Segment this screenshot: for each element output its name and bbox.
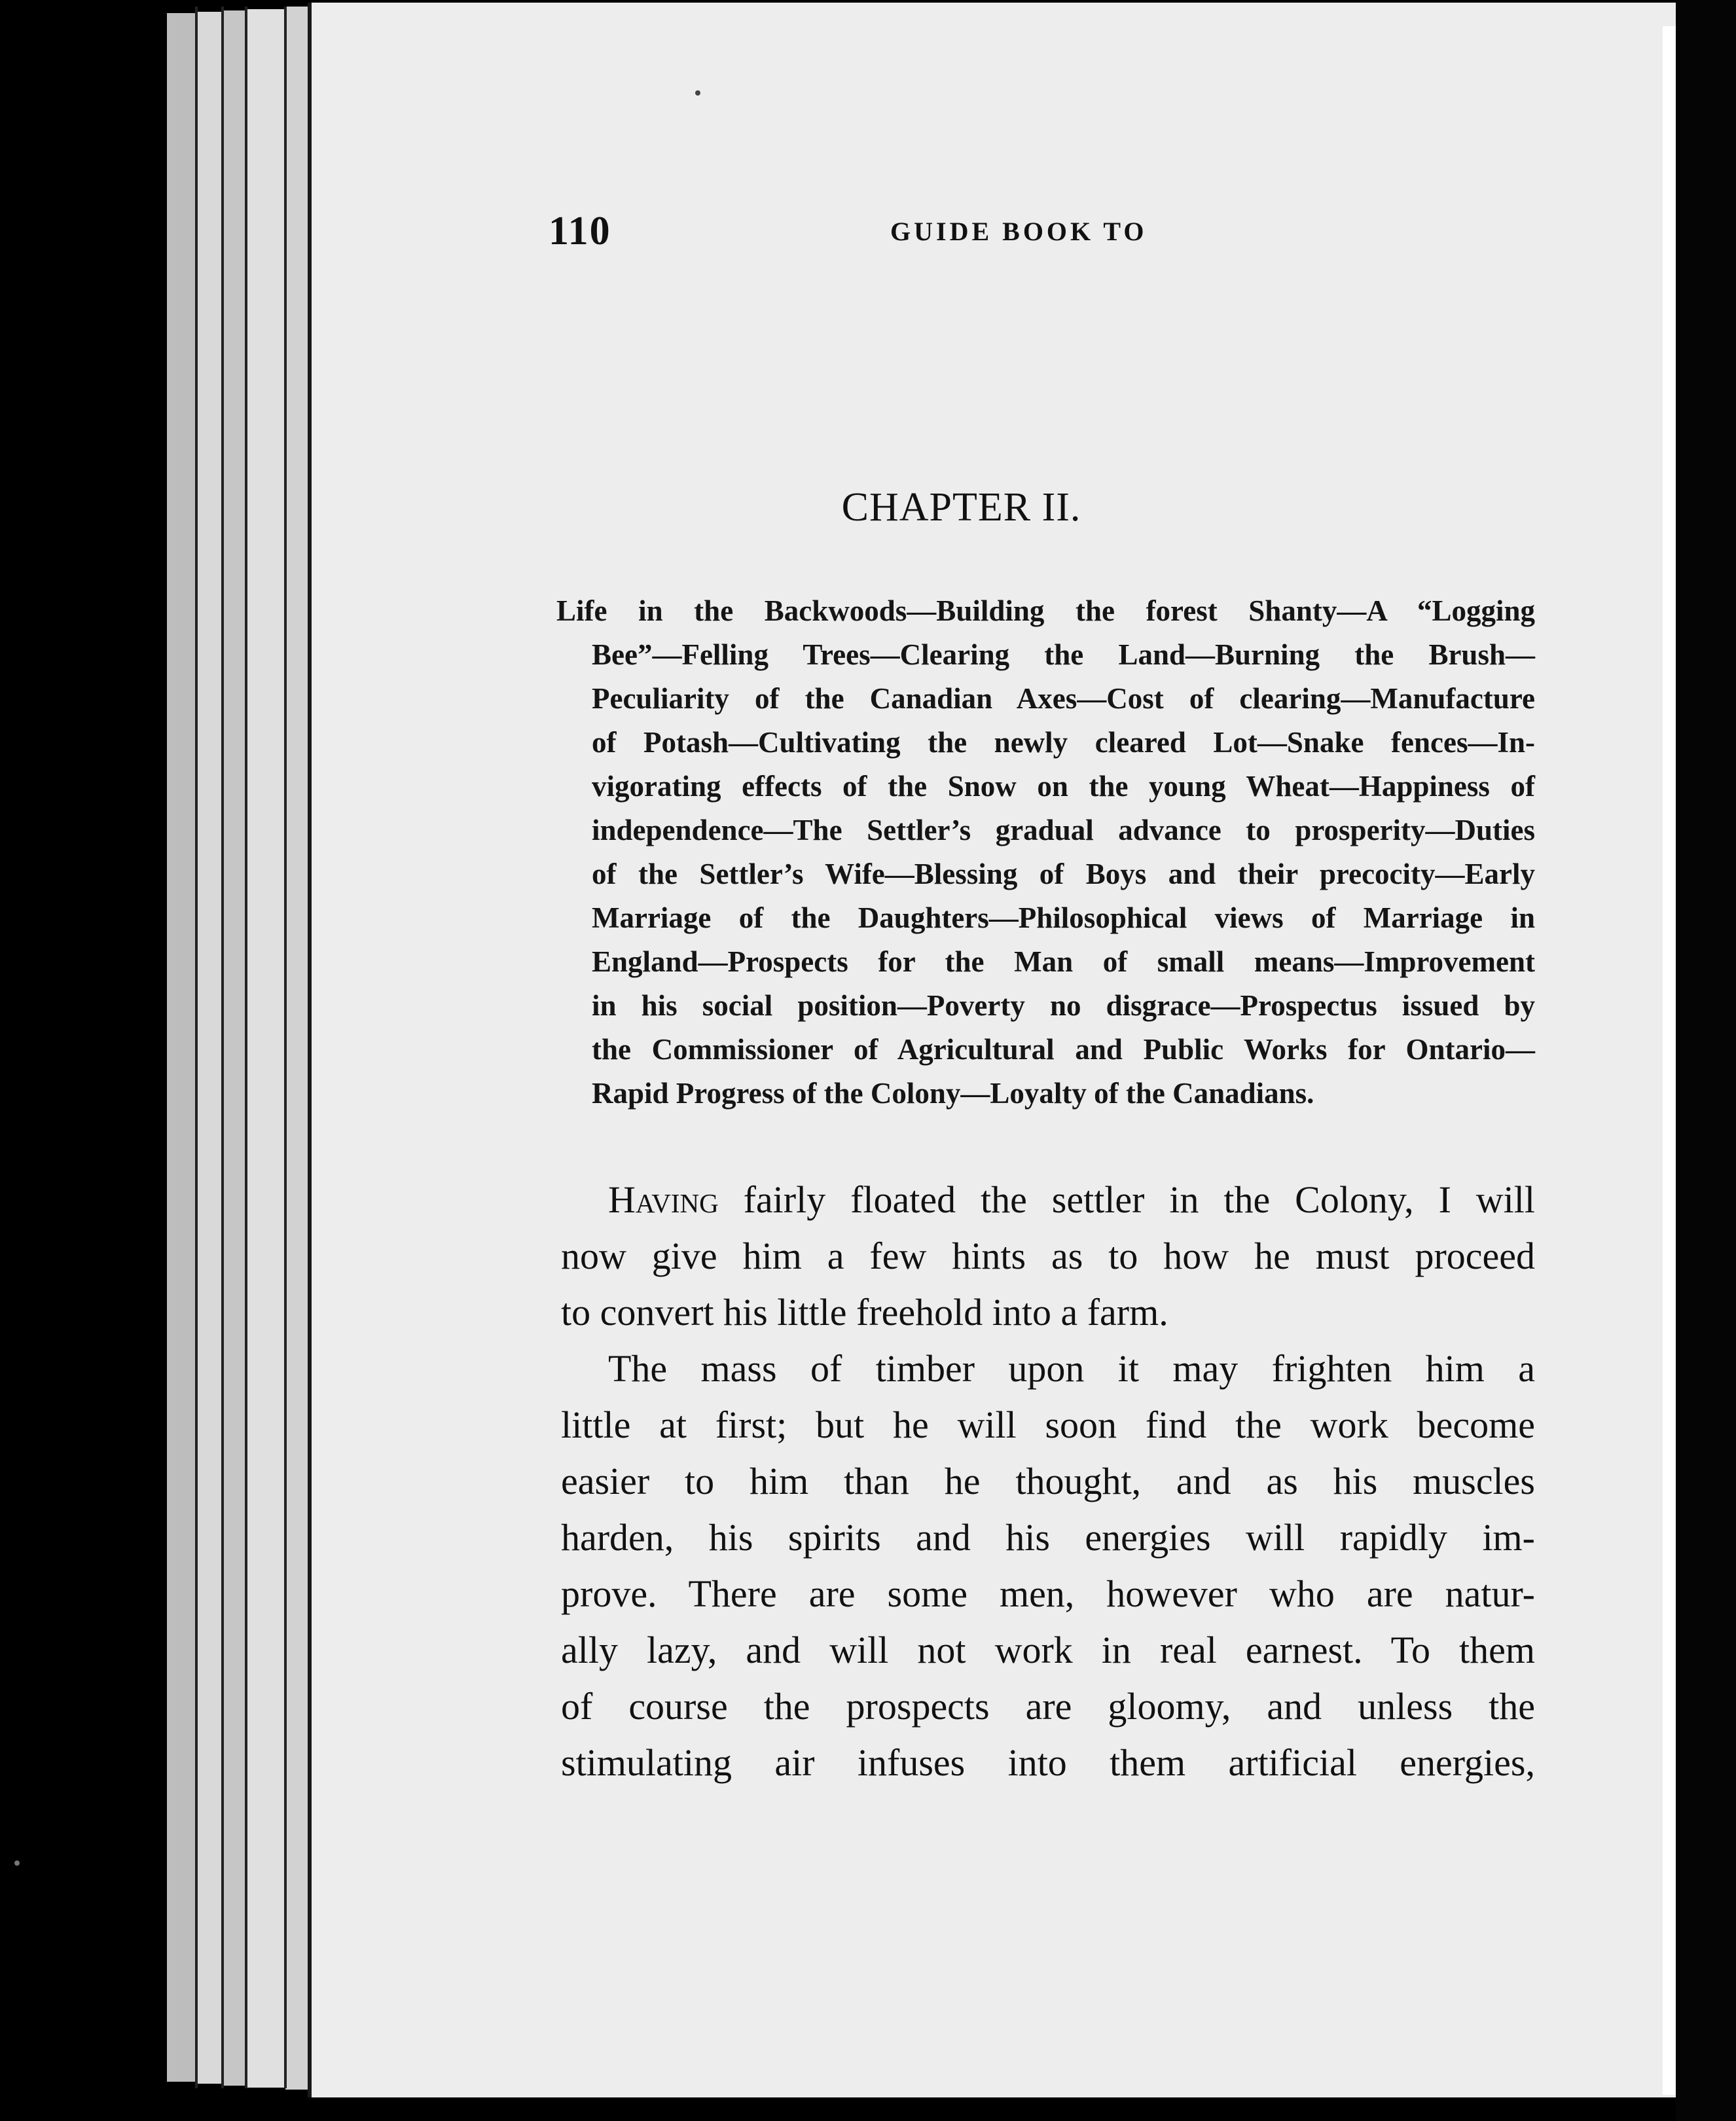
body-line: The mass of timber upon it may frighten him a (608, 1347, 1535, 1390)
body-line: easier to him than he thought, and as his muscles (561, 1460, 1535, 1502)
body-line: ally lazy, and will not work in real earnest. To them (561, 1629, 1535, 1671)
page-edge-line (221, 7, 224, 2088)
summary-line: of the Settler’s Wife—Blessing of Boys and their precocity—Early (592, 858, 1535, 890)
page-header (549, 208, 1530, 261)
summary-line: in his social position—Poverty no disgrace—Prospectus issued by (592, 989, 1535, 1022)
body-text (561, 1172, 1535, 1791)
body-line: of course the prospects are gloomy, and unless the (561, 1685, 1535, 1728)
summary-line: Peculiarity of the Canadian Axes—Cost of clearing—Manufacture (592, 682, 1535, 715)
body-line: prove. There are some men, however who are natur- (561, 1572, 1535, 1615)
summary-line: vigorating effects of the Snow on the young Wheat—Happiness of (592, 770, 1535, 803)
page-edge (246, 9, 285, 2088)
page-edge (223, 10, 246, 2086)
summary-line: independence—The Settler’s gradual advance to prosperity—Duties (592, 814, 1535, 846)
page-edge (196, 12, 223, 2084)
body-line: to convert his little freehold into a farm. (561, 1291, 1168, 1333)
page-edge-line (195, 7, 198, 2088)
body-line: now give him a few hints as to how he must proceed (561, 1235, 1535, 1277)
paragraph-lead: Having (608, 1178, 719, 1221)
summary-line: Life in the Backwoods—Building the forest Shanty—A “Logging (556, 594, 1535, 627)
summary-line: Rapid Progress of the Colony—Loyalty of the Canadians. (592, 1077, 1314, 1110)
chapter-title: CHAPTER II. (841, 485, 1081, 530)
summary-line: Bee”—Felling Trees—Clearing the Land—Burning the Brush— (592, 638, 1535, 671)
page-edge-line (284, 7, 287, 2088)
body-line (561, 1172, 1535, 1228)
scan-speck (14, 1860, 20, 1866)
running-head: GUIDE BOOK TO (890, 217, 1148, 246)
body-line-text: fairly floated the settler in the Colony, I will (718, 1178, 1535, 1221)
body-line: harden, his spirits and his energies will rapidly im- (561, 1516, 1535, 1559)
summary-line: of Potash—Cultivating the newly cleared Lot—Snake fences—In- (592, 726, 1535, 759)
page-edge-line (245, 7, 247, 2088)
summary-line: Marriage of the Daughters—Philosophical views of Marriage in (592, 901, 1535, 934)
body-line: little at first; but he will soon find the work become (561, 1404, 1535, 1446)
chapter-heading (0, 484, 1736, 531)
chapter-summary (556, 589, 1535, 1115)
summary-line: England—Prospects for the Man of small means—Improvement (592, 945, 1535, 978)
page-number: 110 (549, 209, 611, 253)
scan-background (1676, 0, 1736, 2121)
body-line: stimulating air infuses into them artificial energies, (561, 1741, 1535, 1784)
scan-speck (695, 90, 700, 96)
summary-line: the Commissioner of Agricultural and Public Works for Ontario— (592, 1033, 1535, 1066)
